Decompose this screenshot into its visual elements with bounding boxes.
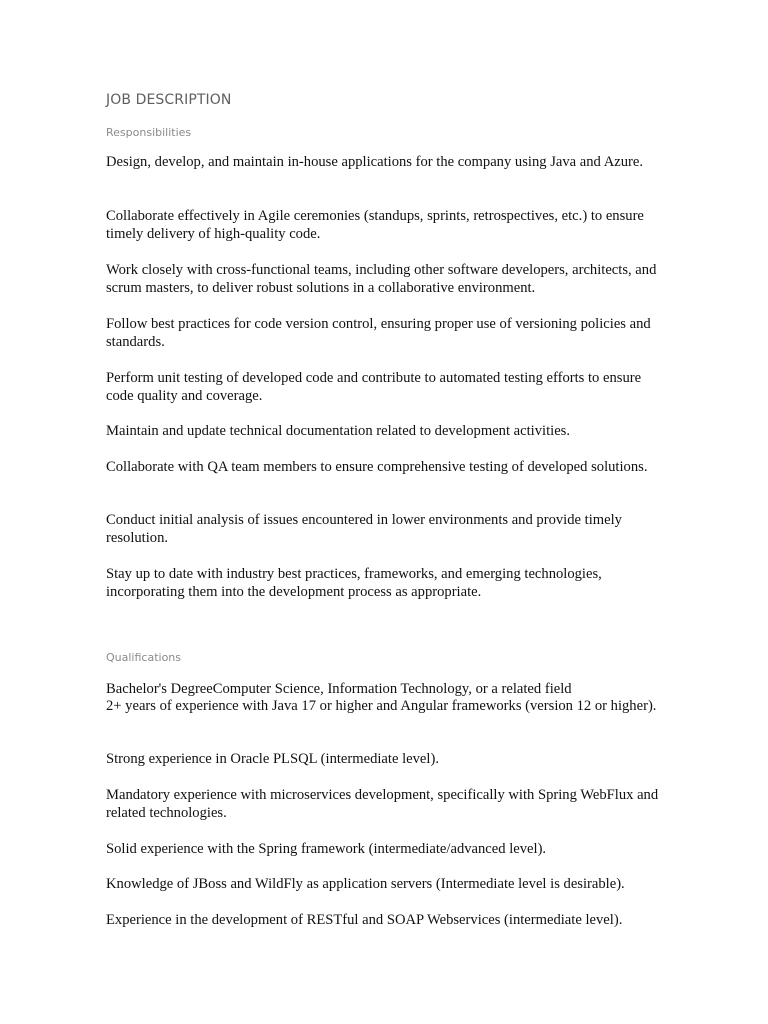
responsibility-item: Collaborate with QA team members to ensure comprehensive testing of developed solutions. — [106, 459, 648, 475]
qualification-item: Bachelor's DegreeComputer Science, Information Technology, or a related field — [106, 681, 572, 697]
responsibility-item: Design, develop, and maintain in-house applications for the company using Java and Azure. — [106, 154, 643, 170]
qualification-item: Solid experience with the Spring framework (intermediate/advanced level). — [106, 841, 547, 857]
qualification-item: 2+ years of experience with Java 17 or higher and Angular frameworks (version 12 or higher). — [106, 698, 657, 714]
qualification-item: Experience in the development of RESTful and SOAP Webservices (intermediate level). — [106, 912, 623, 928]
responsibility-item: Conduct initial analysis of issues encountered in lower environments and provide timely resolution. — [106, 512, 622, 546]
responsibility-item: Perform unit testing of developed code and contribute to automated testing efforts to ensure code quality and coverage. — [106, 370, 642, 404]
qualification-item: Mandatory experience with microservices development, specifically with Spring WebFlux and related technologies. — [106, 787, 659, 821]
responsibility-item: Follow best practices for code version control, ensuring proper use of versioning policies and standards. — [106, 316, 651, 350]
responsibility-item: Collaborate effectively in Agile ceremonies (standups, sprints, retrospectives, etc.) to ensure timely delivery of high-quality code. — [106, 208, 644, 242]
document-title: JOB DESCRIPTION — [106, 92, 232, 108]
qualifications-heading: Qualifications — [106, 651, 182, 664]
qualification-item: Knowledge of JBoss and WildFly as application servers (Intermediate level is desirable). — [106, 876, 625, 892]
responsibilities-heading: Responsibilities — [106, 126, 192, 139]
responsibility-item: Maintain and update technical documentation related to development activities. — [106, 423, 570, 439]
responsibility-item: Stay up to date with industry best practices, frameworks, and emerging technologies, incorporating them into the development process as appropriate. — [106, 566, 602, 600]
responsibility-item: Work closely with cross-functional teams, including other software developers, architects, and scrum masters, to deliver robust solutions in a collaborative environment. — [106, 262, 657, 296]
qualification-item: Strong experience in Oracle PLSQL (intermediate level). — [106, 751, 439, 767]
